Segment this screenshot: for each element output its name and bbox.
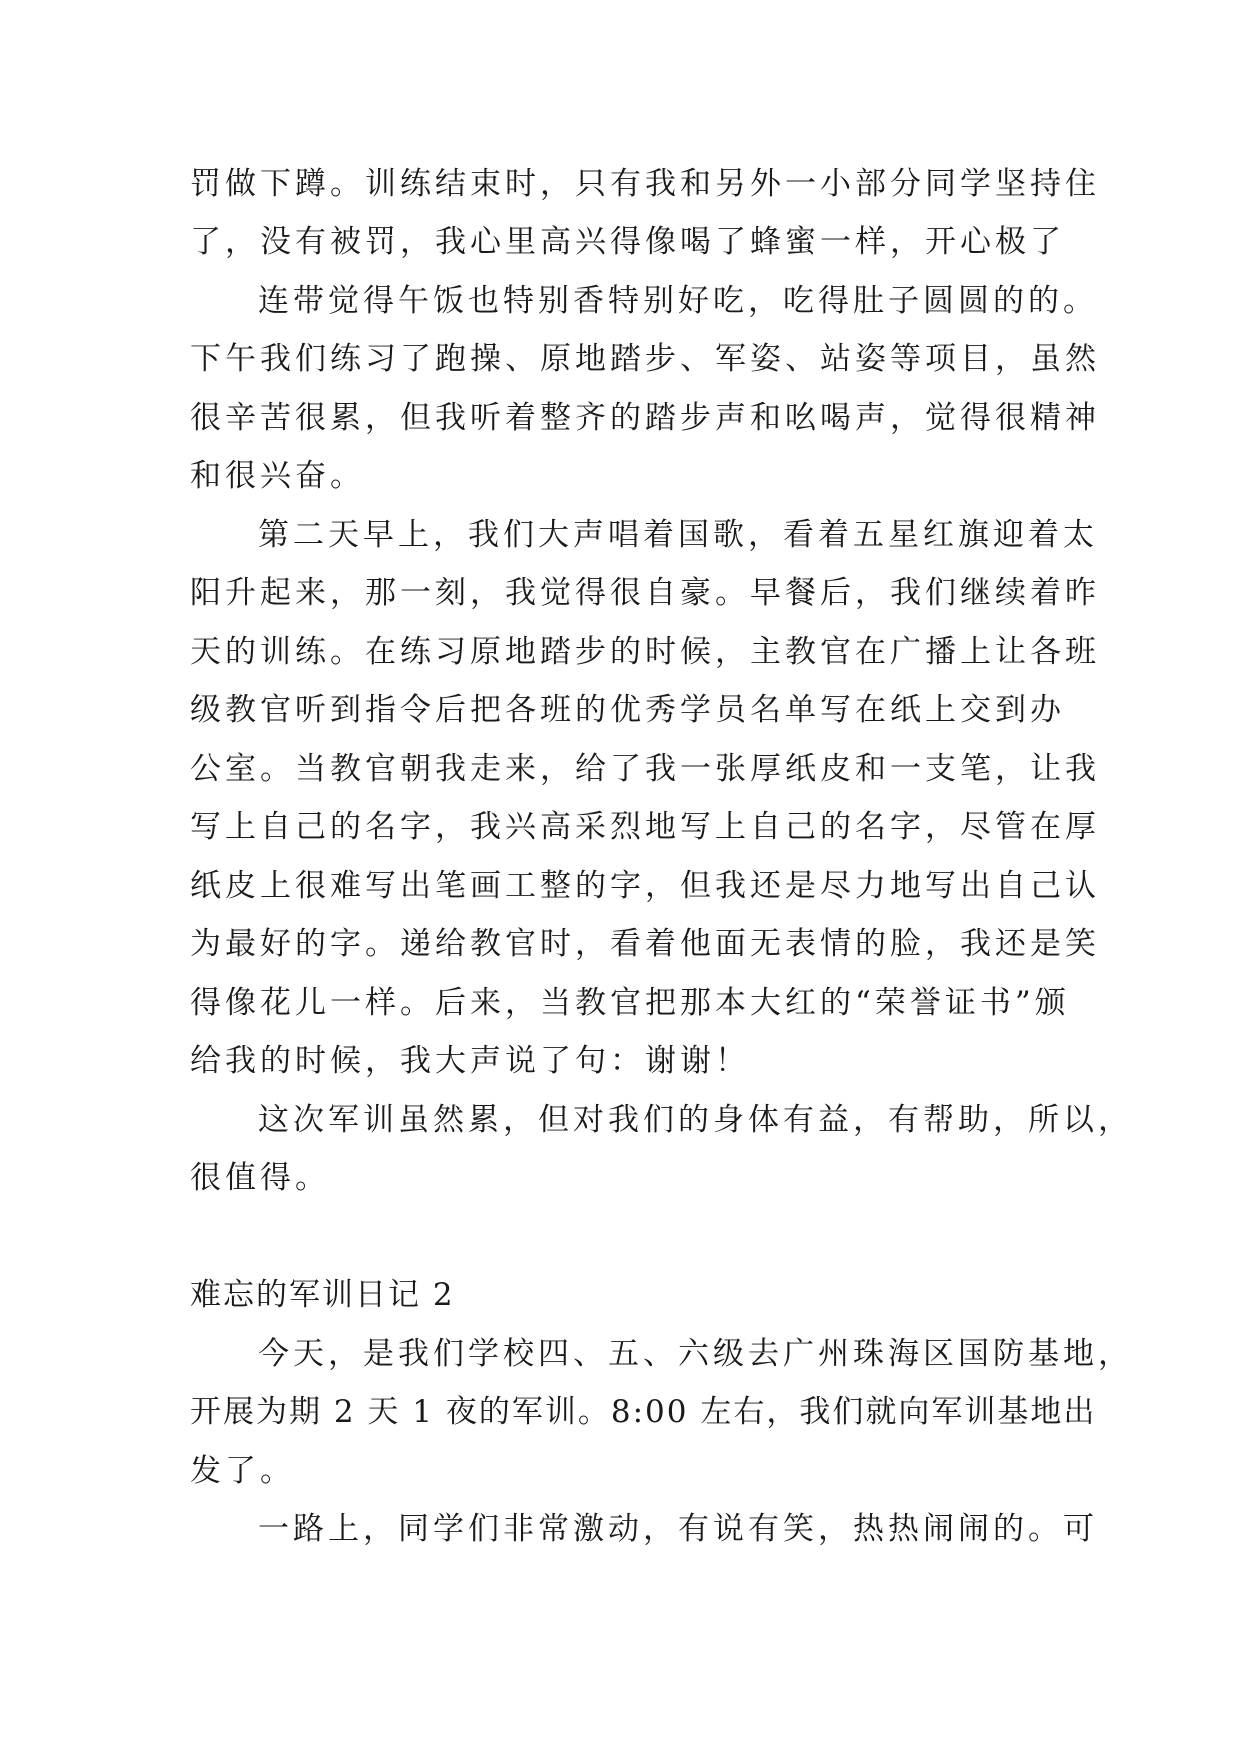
- text-line: 开展为期 2 天 1 夜的军训。8:00 左右，我们就向军训基地出: [190, 1394, 1097, 1430]
- paragraph-first-line: 今天，是我们学校四、五、六级去广州珠海区国防基地，: [258, 1336, 1133, 1372]
- text-line: 阳升起来，那一刻，我觉得很自豪。早餐后，我们继续着昨: [190, 575, 1100, 611]
- text-line: 级教官听到指令后把各班的优秀学员名单写在纸上交到办: [190, 692, 1065, 728]
- text-line: 为最好的字。递给教官时，看着他面无表情的脸，我还是笑: [190, 926, 1100, 962]
- paragraph-first-line: 一路上，同学们非常激动，有说有笑，热热闹闹的。可: [258, 1511, 1098, 1547]
- text-line: 罚做下蹲。训练结束时，只有我和另外一小部分同学坚持住: [190, 166, 1100, 202]
- text-line: 纸皮上很难写出笔画工整的字，但我还是尽力地写出自己认: [190, 868, 1100, 904]
- section-heading: 难忘的军训日记 2: [190, 1277, 455, 1313]
- text-line: 和很兴奋。: [190, 458, 365, 494]
- text-line: 得像花儿一样。后来，当教官把那本大红的“荣誉证书”颁: [190, 985, 1070, 1021]
- text-line: 了，没有被罚，我心里高兴得像喝了蜂蜜一样，开心极了: [190, 224, 1065, 260]
- text-line: 很值得。: [190, 1160, 330, 1196]
- text-line: 天的训练。在练习原地踏步的时候，主教官在广播上让各班: [190, 634, 1100, 670]
- text-line: 写上自己的名字，我兴高采烈地写上自己的名字，尽管在厚: [190, 809, 1100, 845]
- text-line: 下午我们练习了跑操、原地踏步、军姿、站姿等项目，虽然: [190, 341, 1100, 377]
- text-line: 给我的时候，我大声说了句：谢谢！: [190, 1043, 750, 1079]
- text-line: 公室。当教官朝我走来，给了我一张厚纸皮和一支笔，让我: [190, 751, 1100, 787]
- paragraph-first-line: 这次军训虽然累，但对我们的身体有益，有帮助，所以，: [258, 1102, 1133, 1138]
- paragraph-first-line: 第二天早上，我们大声唱着国歌，看着五星红旗迎着太: [258, 517, 1098, 553]
- text-line: 发了。: [190, 1453, 295, 1489]
- paragraph-first-line: 连带觉得午饭也特别香特别好吃，吃得肚子圆圆的的。: [258, 283, 1098, 319]
- text-line: 很辛苦很累，但我听着整齐的踏步声和吆喝声，觉得很精神: [190, 400, 1100, 436]
